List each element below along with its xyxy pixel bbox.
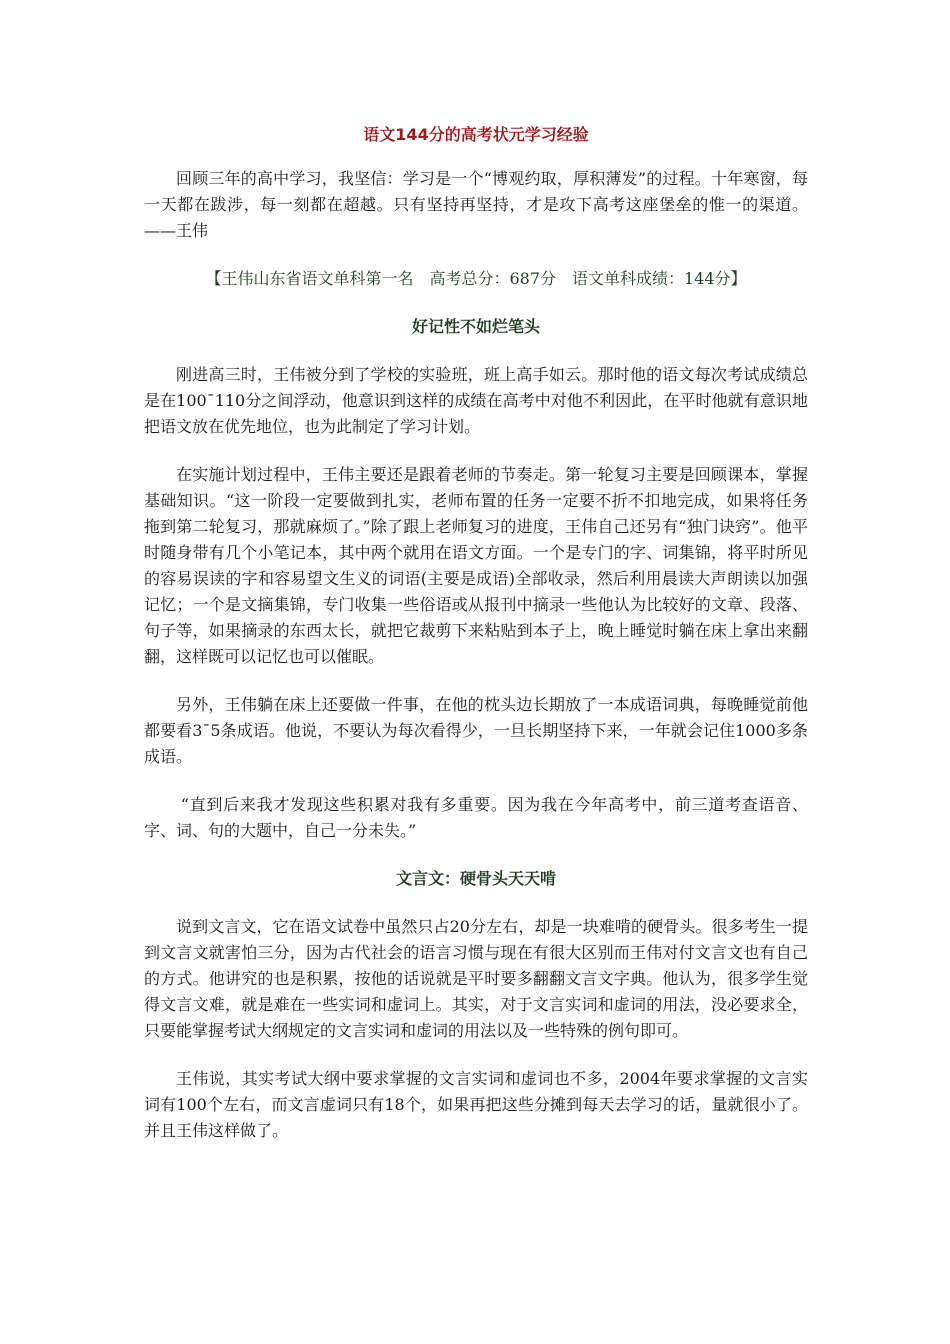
section-1-paragraph-1: 刚进高三时，王伟被分到了学校的实验班，班上高手如云。那时他的语文每次考试成绩总是在100¯110分之间浮动，他意识到这样的成绩在高考中对他不利因此，在平时他就有意识地把语文放在优先地位，也为此制定了学习计划。: [144, 365, 808, 436]
section-2-paragraph-1: 说到文言文，它在语文试卷中虽然只占20分左右，却是一块难啃的硬骨头。很多考生一提到文言文就害怕三分，因为古代社会的语言习惯与现在有很大区别而王伟对付文言文也有自己的方式。他讲究的也是积累，按他的话说就是平时要多翻翻文言文字典。他认为，很多学生觉得文言文难，就是难在一些实词和虚词上。其实，对于文言实词和虚词的用法，没必要求全，只要能掌握考试大纲规定的文言实词和虚词的用法以及一些特殊的例句即可。: [144, 917, 808, 1040]
document-title: 语文144分的高考状元学习经验: [363, 125, 589, 144]
intro-paragraph: 回顾三年的高中学习，我坚信：学习是一个“博观约取，厚积薄发”的过程。十年寒窗，每一天都在跋涉，每一刻都在超越。只有坚持再坚持，才是攻下高考这座堡垒的惟一的渠道。——王伟: [144, 169, 808, 240]
section-1-paragraph-3: 另外，王伟躺在床上还要做一件事，在他的枕头边长期放了一本成语词典，每晚睡觉前他都要看3¯5条成语。他说，不要认为每次看得少，一旦长期坚持下来，一年就会记住1000多条成语。: [144, 695, 808, 766]
subject-line: 【王伟山东省语文单科第一名 高考总分：687分 语文单科成绩：144分】: [205, 269, 747, 288]
document-page: [144, 118, 808, 1144]
section-1-paragraph-2: 在实施计划过程中，王伟主要还是跟着老师的节奏走。第一轮复习主要是回顾课本，掌握基础知识。“这一阶段一定要做到扎实，老师布置的任务一定要不折不扣地完成，如果将任务拖到第二轮复习，那就麻烦了。”除了跟上老师复习的进度，王伟自己还另有“独门诀窍”。他平时随身带有几个小笔记本，其中两个就用在语文方面。一个是专门的字、词集锦，将平时所见的容易误读的字和容易望文生义的词语(主要是成语)全部收录，然后利用晨读大声朗读以加强记忆；一个是文摘集锦，专门收集一些俗语或从报刊中摘录一些他认为比较好的文章、段落、句子等，如果摘录的东西太长，就把它裁剪下来粘贴到本子上，晚上睡觉时躺在床上拿出来翻翻，这样既可以记忆也可以催眠。: [144, 465, 808, 666]
section-2-paragraph-2: 王伟说，其实考试大纲中要求掌握的文言实词和虚词也不多，2004年要求掌握的文言实词有100个左右，而文言虚词只有18个，如果再把这些分摊到每天去学习的话，量就很小了。并且王伟这样做了。: [144, 1069, 808, 1140]
section-heading-2: 文言文：硬骨头天天啃: [395, 869, 556, 888]
section-heading-1: 好记性不如烂笔头: [411, 317, 540, 336]
section-1-quote: “直到后来我才发现这些积累对我有多重要。因为我在今年高考中，前三道考查语音、字、词、句的大题中，自己一分未失。”: [144, 795, 808, 840]
